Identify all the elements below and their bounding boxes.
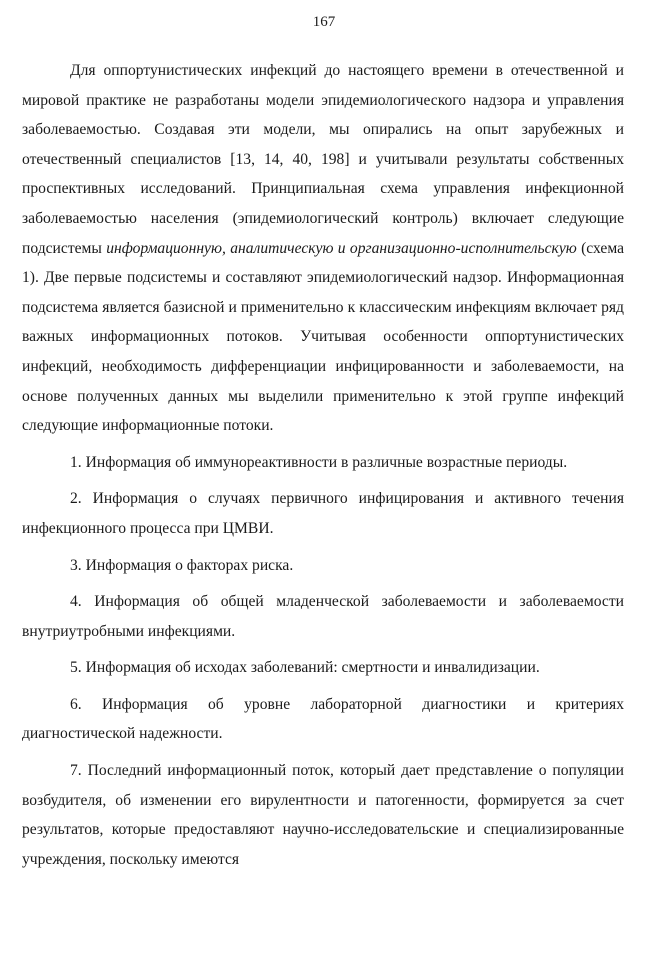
list-item: 5. Информация об исходах заболеваний: смертности и инвалидизации. [70, 659, 540, 677]
document-body [22, 56, 624, 874]
list-item: 1. Информация об иммунореактивности в различные возрастные периоды. [70, 453, 568, 471]
intro-paragraph [22, 56, 624, 441]
list-item: 7. Последний информационный поток, который дает представление о популяции возбудителя, об изменении его вирулентности и патогенности, формируется за счет результатов, которые предоставляют научно-исследовательские и специализированные учреждения, поскольку имеются [22, 762, 624, 868]
list-item: 3. Информация о факторах риска. [70, 556, 294, 574]
page-number: 167 [312, 14, 336, 30]
intro-text-part2: (схема 1). Две первые подсистемы и составляют эпидемиологический надзор. Информационная подсистема является базисной и применительно к классическим инфекциям включает ряд важных информационных потоков. Учитывая особенности оппортунистических инфекций, необходимость дифференциации инфицированности и заболеваемости, на основе полученных данных мы выделили применительно к этой группе инфекций следующие информационные потоки. [22, 239, 624, 435]
list-item: 4. Информация об общей младенческой заболеваемости и заболеваемости внутриутробными инфекциями. [22, 593, 624, 640]
list-item: 6. Информация об уровне лабораторной диагностики и критериях диагностической надежности. [22, 695, 624, 743]
intro-text-part1: Для оппортунистических инфекций до настоящего времени в отечественной и мировой практике не разработаны модели эпидемиологического надзора и управления заболеваемостью. Создавая эти модели, мы опирались на опыт зарубежных и отечественный специалистов [13, 14, 40, 198] и учитывали результаты собственных проспективных исследований. Принципиальная схема управления инфекционной заболеваемостью населения (эпидемиологический контроль) включает следующие подсистемы [22, 62, 624, 257]
intro-italic-subsystems: информационную, аналитическую и организационно-исполнительскую [106, 239, 577, 257]
list-item: 2. Информация о случаях первичного инфицирования и активного течения инфекционного процесса при ЦМВИ. [22, 490, 624, 537]
